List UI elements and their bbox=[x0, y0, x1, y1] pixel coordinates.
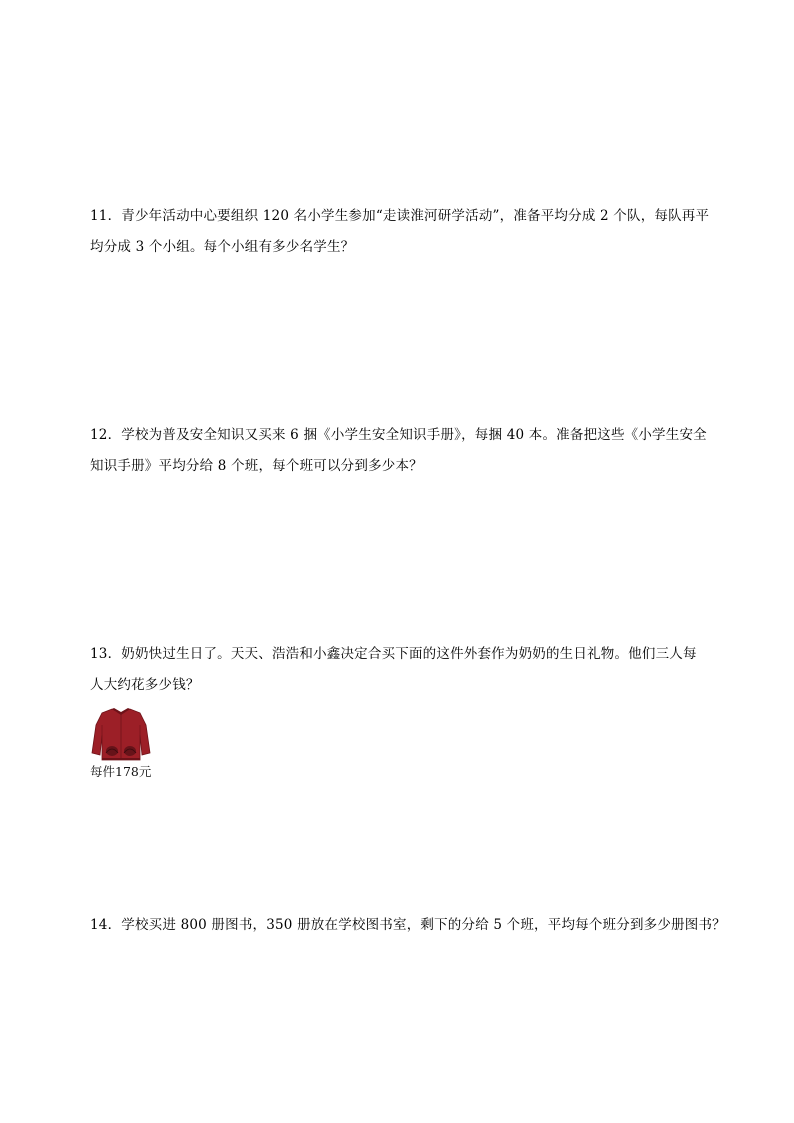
question-14 bbox=[90, 910, 730, 941]
question-text: 青少年活动中心要组织 120 名小学生参加“走读淮河研学活动”，准备平均分成 2 个队，每队再平均分成 3 个小组。每个小组有多少名学生？ bbox=[90, 208, 710, 255]
question-11 bbox=[90, 201, 710, 263]
question-text: 学校买进 800 册图书，350 册放在学校图书室，剩下的分给 5 个班，平均每个班分到多少册图书？ bbox=[121, 917, 726, 933]
question-12 bbox=[90, 420, 710, 482]
question-number: 12． bbox=[90, 427, 122, 443]
question-number: 11． bbox=[90, 208, 122, 224]
question-number: 13． bbox=[90, 646, 122, 662]
question-13 bbox=[90, 639, 710, 701]
price-caption: 每件178元 bbox=[90, 764, 152, 779]
red-jacket-icon bbox=[90, 705, 152, 763]
question-text: 学校为普及安全知识又买来 6 捆《小学生安全知识手册》，每捆 40 本。准备把这些《小学生安全知识手册》平均分给 8 个班，每个班可以分到多少本？ bbox=[90, 427, 707, 474]
question-number: 14． bbox=[90, 917, 122, 933]
jacket-figure bbox=[90, 705, 160, 780]
question-text: 奶奶快过生日了。天天、浩浩和小鑫决定合买下面的这件外套作为奶奶的生日礼物。他们三人每人大约花多少钱？ bbox=[90, 646, 697, 693]
